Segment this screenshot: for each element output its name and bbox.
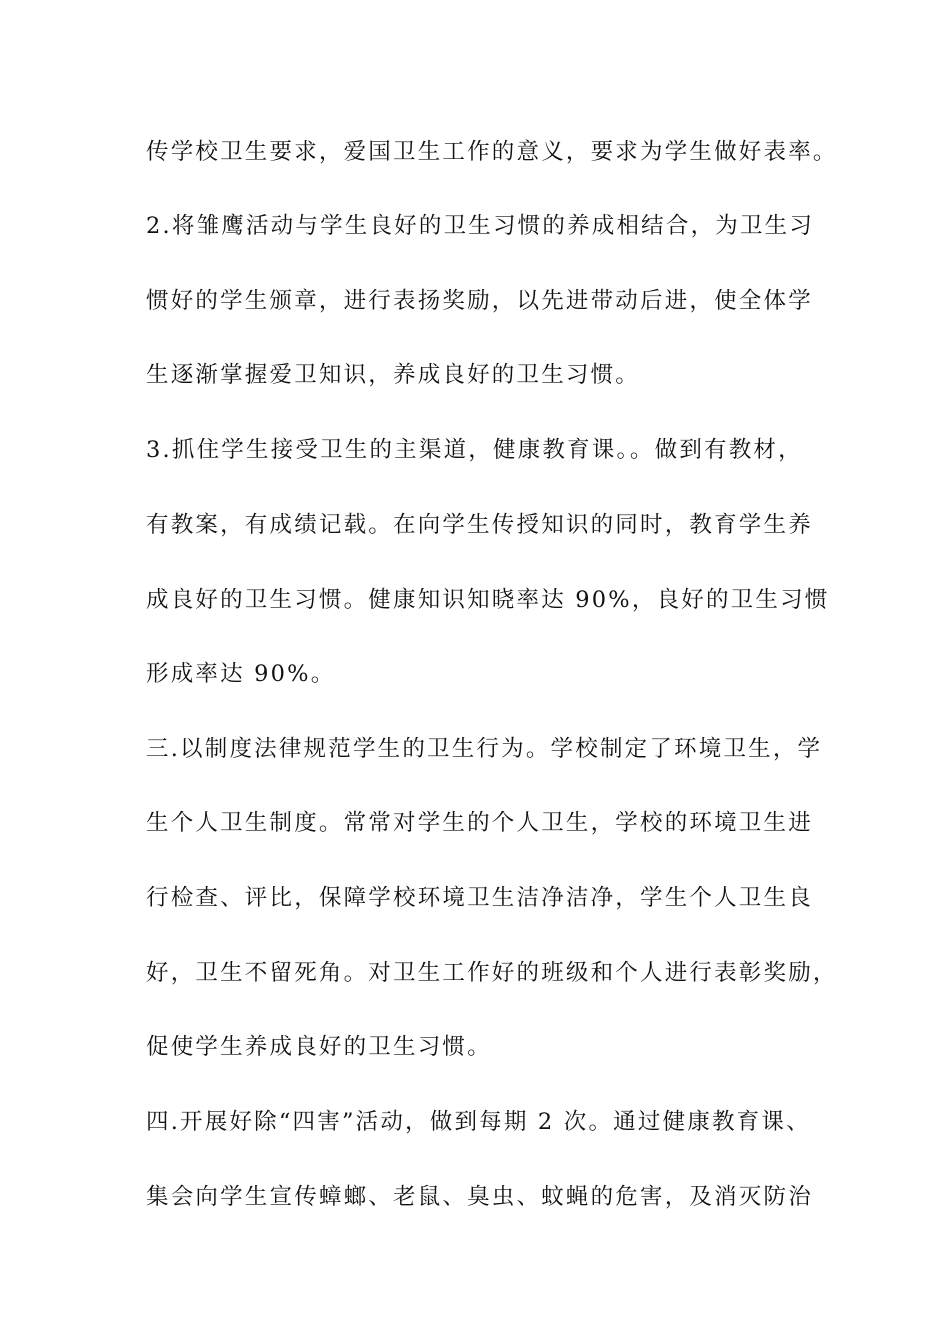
text-line: 3.抓住学生接受卫生的主渠道，健康教育课。。做到有教材， (146, 437, 803, 463)
text-line: 集会向学生宣传蟑螂、老鼠、臭虫、蚊蝇的危害，及消灭防治 (146, 1184, 813, 1210)
text-line: 生逐渐掌握爱卫知识，养成良好的卫生习惯。 (146, 362, 641, 388)
text-line: 有教案，有成绩记载。在向学生传授知识的同时，教育学生养 (146, 512, 813, 538)
text-line: 传学校卫生要求，爱国卫生工作的意义，要求为学生做好表率。 (146, 139, 838, 165)
text-line: 形成率达 90%。 (146, 661, 336, 687)
text-line: 惯好的学生颁章，进行表扬奖励，以先进带动后进，使全体学 (146, 288, 813, 314)
text-line: 三.以制度法律规范学生的卫生行为。学校制定了环境卫生，学 (146, 736, 823, 762)
text-line: 2.将雏鹰活动与学生良好的卫生习惯的养成相结合，为卫生习 (146, 213, 815, 239)
text-line: 好，卫生不留死角。对卫生工作好的班级和个人进行表彰奖励， (146, 960, 838, 986)
text-line: 成良好的卫生习惯。健康知识知晓率达 90%，良好的卫生习惯 (146, 587, 830, 613)
text-line: 促使学生养成良好的卫生习惯。 (146, 1034, 492, 1060)
text-line: 四.开展好除“四害”活动，做到每期 2 次。通过健康教育课、 (146, 1109, 811, 1135)
text-line: 行检查、评比，保障学校环境卫生洁净洁净，学生个人卫生良 (146, 885, 813, 911)
text-line: 生个人卫生制度。常常对学生的个人卫生，学校的环境卫生进 (146, 810, 813, 836)
